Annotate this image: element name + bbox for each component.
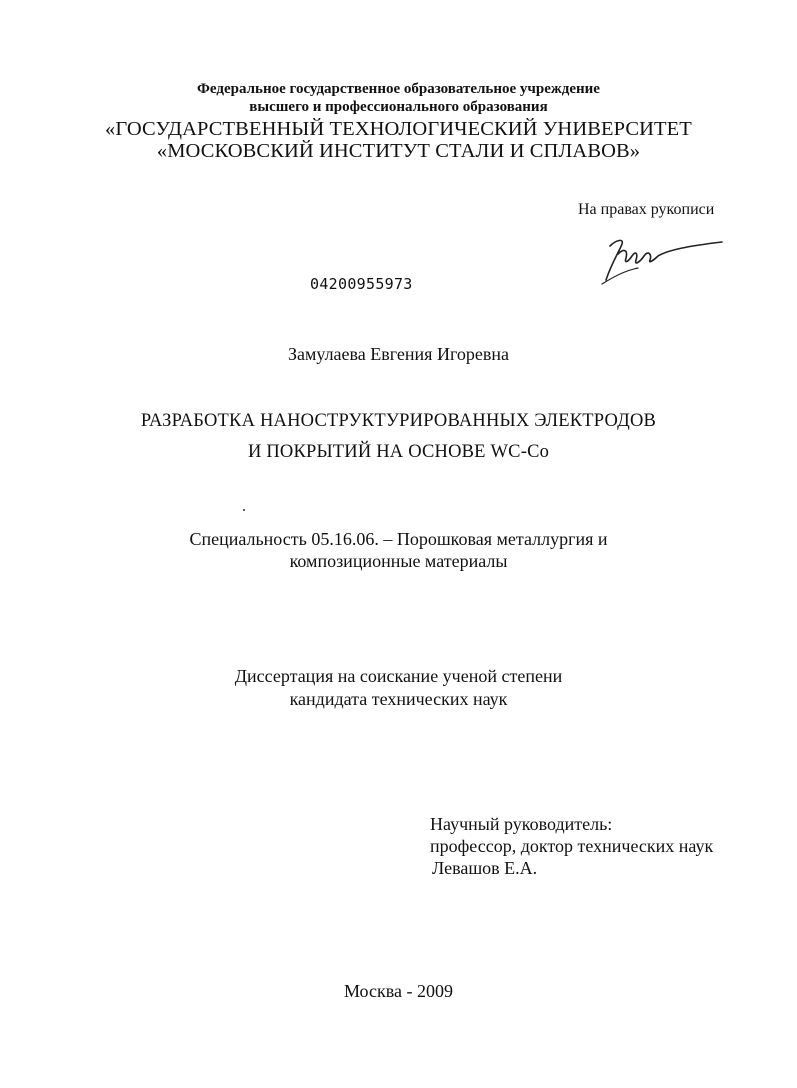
dissertation-title-line-2: И ПОКРЫТИЙ НА ОСНОВЕ WC-Co: [247, 442, 550, 462]
stray-mark: [243, 509, 245, 511]
author-name: Замулаева Евгения Игоревна: [287, 344, 510, 364]
supervisor-name: Левашов Е.А.: [432, 858, 538, 878]
degree-line-1: Диссертация на соискание ученой степени: [234, 666, 563, 686]
supervisor-rank: профессор, доктор технических наук: [430, 836, 714, 856]
institution-line-4: «МОСКОВСКИЙ ИНСТИТУТ СТАЛИ И СПЛАВОВ»: [156, 140, 641, 162]
supervisor-label: Научный руководитель:: [430, 814, 613, 834]
institution-line-2: высшего и профессионального образования: [249, 99, 548, 115]
specialty-line-1: Специальность 05.16.06. – Порошковая металлургия и: [189, 529, 608, 549]
dissertation-title-line-1: РАЗРАБОТКА НАНОСТРУКТУРИРОВАННЫХ ЭЛЕКТРОДОВ: [140, 411, 657, 431]
institution-line-3: «ГОСУДАРСТВЕННЫЙ ТЕХНОЛОГИЧЕСКИЙ УНИВЕРСИТЕТ: [105, 118, 692, 140]
rights-notice: На правах рукописи: [578, 201, 715, 218]
institution-line-1: Федеральное государственное образовательное учреждение: [197, 81, 600, 97]
degree-line-2: кандидата технических наук: [289, 689, 508, 709]
specialty-line-2: композиционные материалы: [289, 551, 508, 571]
signature-icon: [598, 232, 728, 288]
city-year: Москва - 2009: [344, 981, 453, 1001]
registration-number: 04200955973: [310, 275, 413, 293]
